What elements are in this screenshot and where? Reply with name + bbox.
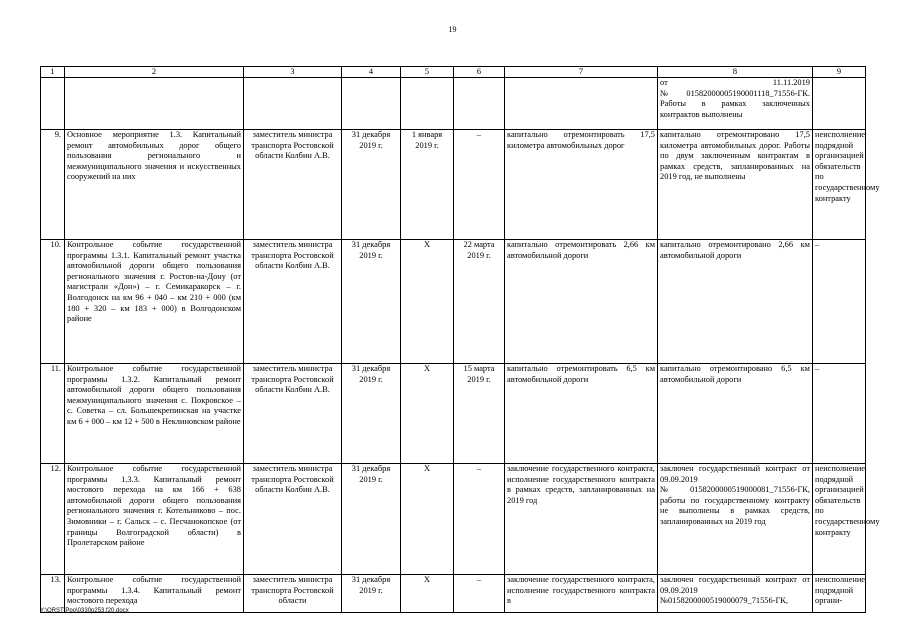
- page-number: 19: [448, 25, 457, 34]
- planned-result: заключение государственного контракта, исполнение государственного контракта в рамках средств, запланированных на 2019 год: [505, 464, 658, 575]
- column-header: 4: [342, 67, 401, 78]
- failure-reason: –: [813, 240, 866, 364]
- column-header: 3: [244, 67, 342, 78]
- start-date: Х: [401, 464, 454, 575]
- column-header: 9: [813, 67, 866, 78]
- planned-date: [342, 78, 401, 130]
- table-row: [41, 575, 866, 613]
- actual-date: –: [454, 130, 505, 240]
- start-date: Х: [401, 240, 454, 364]
- actual-result: заключен государственный контракт от 09.09.2019 №0158200000519000079_71556-ГК,: [658, 575, 813, 613]
- failure-reason: неисполнение подрядной организацией обязательств по государственному контракту: [813, 464, 866, 575]
- start-date: [401, 78, 454, 130]
- event-name: [65, 78, 244, 130]
- planned-date: 31 декабря 2019 г.: [342, 240, 401, 364]
- table-row: [41, 364, 866, 464]
- row-number: [41, 78, 65, 130]
- row-number: 10.: [41, 240, 65, 364]
- planned-result: капитально отремонтировать 2,66 км автомобильной дороги: [505, 240, 658, 364]
- column-number-row: [41, 67, 866, 78]
- column-header: 5: [401, 67, 454, 78]
- actual-result: от 11.11.2019 №01582000005190001118_71556-ГК. Работы в рамках заключенных контрактов выполнены: [658, 78, 813, 130]
- actual-date: [454, 78, 505, 130]
- column-header: 2: [65, 67, 244, 78]
- actual-date: –: [454, 464, 505, 575]
- event-name: Контрольное событие государственной программы 1.3.4. Капитальный ремонт мостового перехода: [65, 575, 244, 613]
- planned-result: капитально отремонтировать 17,5 километра автомобильных дорог: [505, 130, 658, 240]
- column-header: 1: [41, 67, 65, 78]
- responsible-person: заместитель министра транспорта Ростовской области Колбин А.В.: [244, 364, 342, 464]
- start-date: 1 января 2019 г.: [401, 130, 454, 240]
- failure-reason: неисполнение подрядной органи-: [813, 575, 866, 613]
- table-row: [41, 240, 866, 364]
- planned-date: 31 декабря 2019 г.: [342, 464, 401, 575]
- planned-date: 31 декабря 2019 г.: [342, 130, 401, 240]
- responsible-person: заместитель министра транспорта Ростовской области Колбин А.В.: [244, 130, 342, 240]
- event-name: Контрольное событие государственной программы 1.3.3. Капитальный ремонт мостового перехода на км 166 + 638 автомобильной дороги общего пользования регионального значения г. Котельниково – пос. Зимовники – г. Сальск – с. Песчанокопское (от границы Волгоградской области) в Пролетарском районе: [65, 464, 244, 575]
- row-number: 12.: [41, 464, 65, 575]
- report-table: [40, 66, 880, 613]
- event-name: Контрольное событие государственной программы 1.3.1. Капитальный ремонт участка автомобильной дороги общего пользования регионального значения г. Ростов-на-Дону (от магистрали «Дон») – г. Семикаракорск – г. Волгодонск на км 96 + 040 – км 210 + 000 (км 180 + 320 – км 183 + 000) в Волгодонском районе: [65, 240, 244, 364]
- actual-result: капитально отремонтировано 6,5 км автомобильной дороги: [658, 364, 813, 464]
- planned-result: [505, 78, 658, 130]
- planned-result: заключение государственного контракта, исполнение государственного контракта в: [505, 575, 658, 613]
- event-name: Контрольное событие государственной программы 1.3.2. Капитальный ремонт автомобильной дороги общего пользования межмуниципального значения с. Покровское – с. Советка – сл. Большекрепинская на участке км 6 + 000 – км 12 + 500 в Неклиновском районе: [65, 364, 244, 464]
- table-row: [41, 464, 866, 575]
- actual-result: капитально отремонтировано 2,66 км автомобильной дороги: [658, 240, 813, 364]
- event-name: Основное мероприятие 1.3. Капитальный ремонт автомобильных дорог общего пользования регионального и межмуниципального значения и искусственных сооружений на них: [65, 130, 244, 240]
- responsible-person: [244, 78, 342, 130]
- row-number: 11.: [41, 364, 65, 464]
- responsible-person: заместитель министра транспорта Ростовской области Колбин А.В.: [244, 240, 342, 364]
- failure-reason: –: [813, 364, 866, 464]
- table-row: [41, 130, 866, 240]
- actual-date: 22 марта 2019 г.: [454, 240, 505, 364]
- actual-date: –: [454, 575, 505, 613]
- column-header: 8: [658, 67, 813, 78]
- table-row: [41, 78, 866, 130]
- column-header: 6: [454, 67, 505, 78]
- planned-date: 31 декабря 2019 г.: [342, 575, 401, 613]
- start-date: Х: [401, 364, 454, 464]
- failure-reason: [813, 78, 866, 130]
- actual-date: 15 марта 2019 г.: [454, 364, 505, 464]
- actual-result: капитально отремонтировано 17,5 километра автомобильных дорог. Работы по двум заключенным контрактам в рамках средств, запланированных на 2019 год, не выполнены: [658, 130, 813, 240]
- row-number: 9.: [41, 130, 65, 240]
- failure-reason: неисполнение подрядной организацией обязательств по государственному контракту: [813, 130, 866, 240]
- responsible-person: заместитель министра транспорта Ростовской области: [244, 575, 342, 613]
- column-header: 7: [505, 67, 658, 78]
- responsible-person: заместитель министра транспорта Ростовской области Колбин А.В.: [244, 464, 342, 575]
- start-date: Х: [401, 575, 454, 613]
- actual-result: заключен государственный контракт от 09.09.2019 №0158200000519000081_71556-ГК, работы по государственному контракту не выполнены в рамках средств, запланированных на 2019 год: [658, 464, 813, 575]
- file-path-footer: Y:\ORST\Ppo\0330p253.f20.docx: [40, 608, 129, 614]
- planned-date: 31 декабря 2019 г.: [342, 364, 401, 464]
- row-number: 13.: [41, 575, 65, 613]
- planned-result: капитально отремонтировать 6,5 км автомобильной дороги: [505, 364, 658, 464]
